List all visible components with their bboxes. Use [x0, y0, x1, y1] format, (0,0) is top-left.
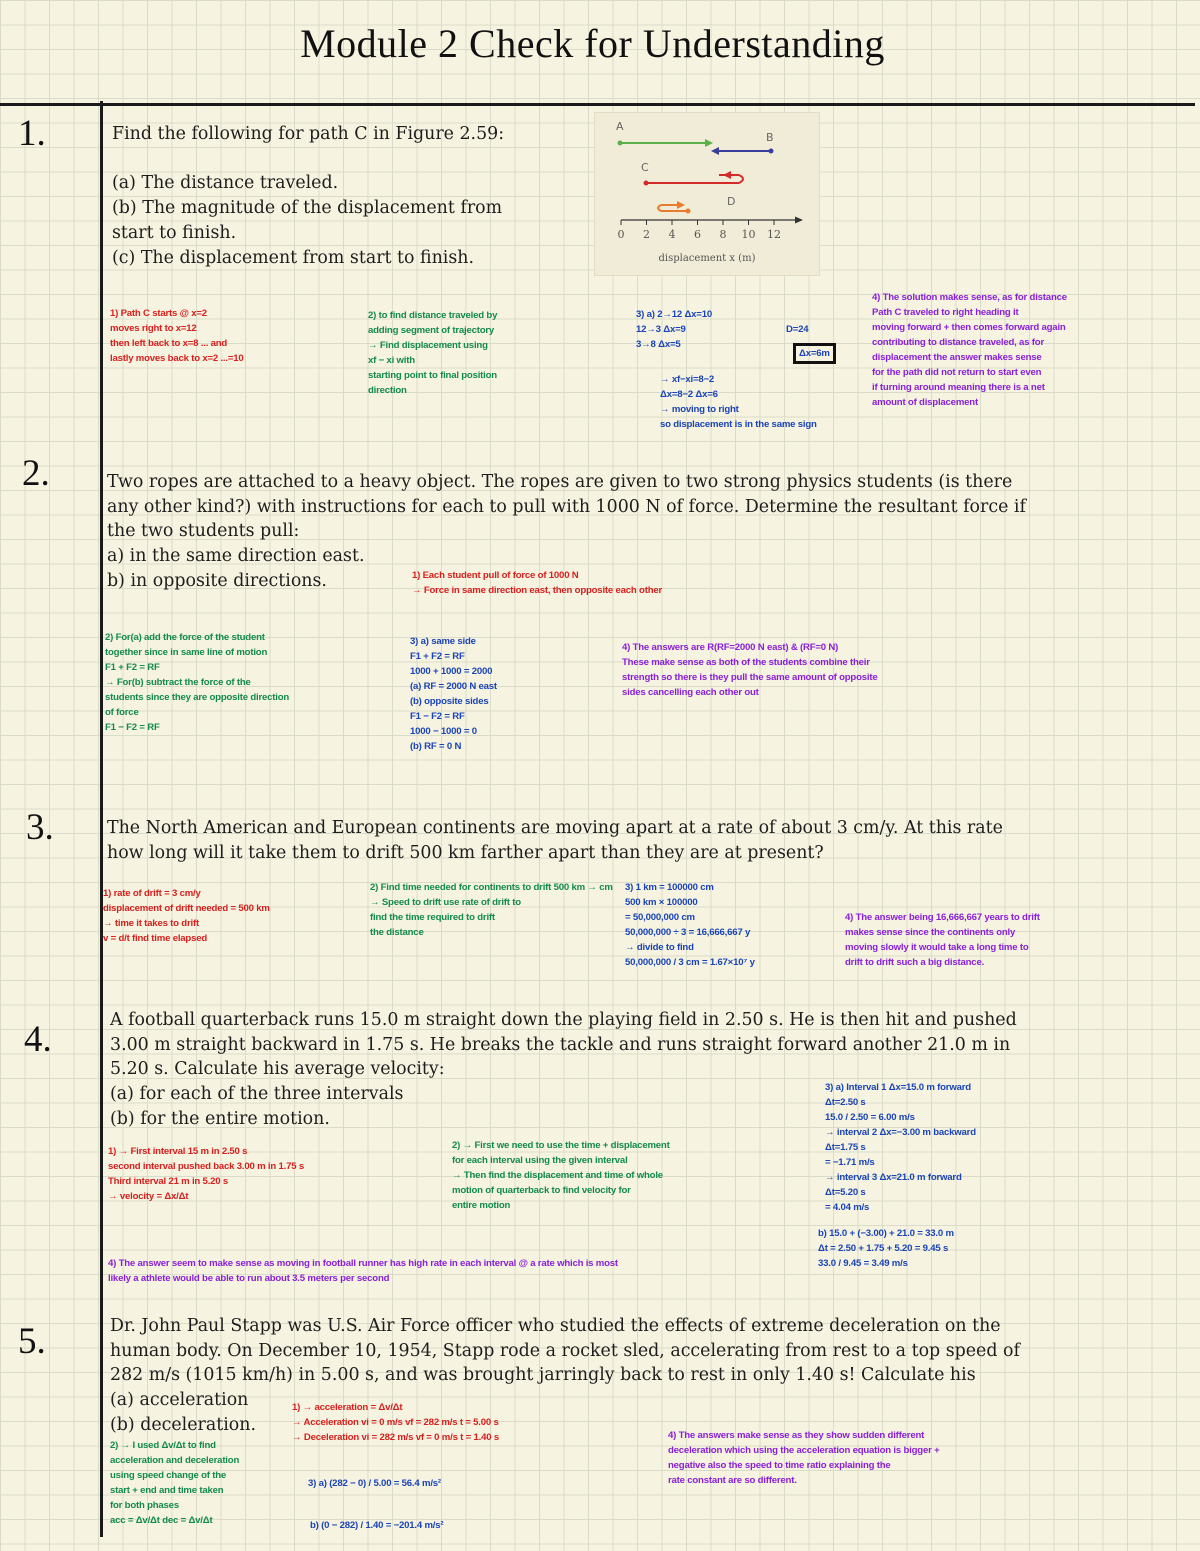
axis-tick-label: 0 — [617, 228, 625, 241]
q4-note-step2: 2) → First we need to use the time + displacement for each interval using the given interval → Then find the displacement and time of whole motion of quarterback to find velocity for entire motion — [452, 1140, 670, 1211]
q3-note-step3: 3) 1 km = 100000 cm 500 km × 100000 = 50,000,000 cm 50,000,000 ÷ 3 = 16,666,667 y → divide to find 50,000,000 / 3 cm = 1.67×10⁷ y — [625, 882, 755, 968]
axis-tick-label: 2 — [643, 228, 650, 241]
axis-arrow — [795, 217, 803, 224]
q5-note-step1: 1) → acceleration = Δv/Δt → Acceleration vi = 0 m/s vf = 282 m/s t = 5.00 s → Deceleration vi = 282 m/s vf = 0 m/s t = 1.40 s — [292, 1402, 499, 1443]
q4-note-step1: 1) → First interval 15 m in 2.50 s second interval pushed back 3.00 m in 1.75 s Third interval 21 m in 5.20 s → velocity = Δx/Δt — [108, 1146, 304, 1202]
q1-note-step3-cont: → xf−xi=8−2 Δx=8−2 Δx=6 → moving to right so displacement is in the same sign — [660, 374, 817, 430]
axis-label: displacement x (m) — [658, 253, 756, 264]
question-4-number: 4. — [24, 1019, 52, 1060]
q1-note-step4: 4) The solution makes sense, as for distance Path C traveled to right heading it moving forward + then comes forward again contributing to distance traveled, as for displacement the answer makes sense for the path did not return to start even if turning around meaning there is a net amount of displacement — [872, 292, 1067, 408]
path-a-label: A — [616, 120, 624, 133]
path-d-turn — [658, 205, 661, 211]
q3-note-step1: 1) rate of drift = 3 cm/y displacement of drift needed = 500 km → time it takes to drift v = d/t find time elapsed — [103, 888, 270, 944]
q3-note-step4: 4) The answer being 16,666,667 years to drift makes sense since the continents only moving slowly it would take a long time to drift to drift such a big distance. — [845, 912, 1040, 968]
path-c-turn — [739, 175, 743, 183]
axis-tick-label: 6 — [694, 228, 701, 241]
path-b-label: B — [766, 131, 774, 144]
displacement-figure — [595, 113, 819, 275]
question-3-text: The North American and European continents are moving apart at a rate of about 3 cm/y. At this rate how long will it take them to drift 500 km farther apart than they are at present? — [107, 818, 1003, 863]
q2-note-step3: 3) a) same side F1 + F2 = RF 1000 + 1000 = 2000 (a) RF = 2000 N east (b) opposite sides F1 − F2 = RF 1000 − 1000 = 0 (b) RF = 0 N — [410, 636, 497, 752]
axis-ticks — [618, 220, 782, 241]
header-rule — [0, 103, 1195, 106]
path-d-line — [661, 205, 688, 211]
q5-note-step4: 4) The answers make sense as they show sudden different deceleration which using the acceleration equation is bigger + negative also the speed to time ratio explaining the rate constant are so different. — [668, 1430, 940, 1486]
q2-note-step4: 4) The answers are R(RF=2000 N east) & (RF=0 N) These make sense as both of the students combine their strength so there is they pull the same amount of opposite sides cancelling each other out — [622, 642, 878, 698]
q4-note-step3b: b) 15.0 + (−3.00) + 21.0 = 33.0 m Δt = 2.50 + 1.75 + 5.20 = 9.45 s 33.0 / 9.45 = 3.49 m/s — [818, 1228, 954, 1269]
axis-tick-label: 8 — [719, 228, 727, 241]
path-a-arrow — [705, 139, 713, 147]
q1-note-step3: 3) a) 2→12 Δx=10 12→3 Δx=9 3→8 Δx=5 — [636, 309, 712, 350]
margin-rule — [100, 101, 103, 1537]
q1-answer-box: Δx=6m — [793, 343, 836, 364]
question-5-number: 5. — [18, 1321, 46, 1362]
q5-note-step3b: b) (0 − 282) / 1.40 = −201.4 m/s² — [310, 1520, 444, 1531]
q2-note-step2: 2) For(a) add the force of the student together since in same line of motion F1 + F2 = RF → For(b) subtract the force of the students since they are opposite direction of force F1 − F2 = RF — [105, 632, 290, 733]
q1-note-step2: 2) to find distance traveled by adding segment of trajectory → Find displacement using xf − xi with starting point to final position direction — [368, 310, 498, 396]
question-4-text: A football quarterback runs 15.0 m straight down the playing field in 2.50 s. He is then hit and pushed 3.00 m straight backward in 1.75 s. He breaks the tackle and runs straight forward another 21.0 m in 5.20 s. Calculate his average velocity: (a) for each of the three intervals (b) for the entire motion. — [110, 1010, 1017, 1129]
q3-note-step2: 2) Find time needed for continents to drift 500 km → cm → Speed to drift use rate of drift to find the time required to drift the distance — [370, 882, 613, 938]
path-c-line — [646, 175, 739, 183]
figure-2-59 — [594, 112, 820, 276]
q5-note-step3a: 3) a) (282 − 0) / 5.00 = 56.4 m/s² — [308, 1478, 441, 1489]
question-3-number: 3. — [26, 807, 54, 848]
q4-note-step4: 4) The answer seem to make sense as moving in football runner has high rate in each interval @ a rate which is most likely a athlete would be able to run about 3.5 meters per second — [108, 1258, 618, 1284]
q5-note-step2: 2) → I used Δv/Δt to find acceleration and deceleration using speed change of the start + end and time taken for both phases acc = Δv/Δt dec = Δv/Δt — [110, 1440, 240, 1526]
q4-note-step3a: 3) a) Interval 1 Δx=15.0 m forward Δt=2.50 s 15.0 / 2.50 = 6.00 m/s → interval 2 Δx=−3.00 m backward Δt=1.75 s = −1.71 m/s → interval 3 Δx=21.0 m forward Δt=5.20 s = 4.04 m/s — [825, 1082, 976, 1213]
q2-note-step1: 1) Each student pull of force of 1000 N → Force in same direction east, then opposite each other — [412, 570, 663, 596]
page-title: Module 2 Check for Understanding — [300, 21, 885, 66]
path-d-label: D — [727, 195, 736, 208]
path-c-arrow — [723, 171, 731, 179]
question-1-text: Find the following for path C in Figure 2.59: (a) The distance traveled. (b) The magnitude of the displacement from start to finish. (c) The displacement from start to finish. — [112, 124, 505, 268]
path-c-label: C — [641, 161, 649, 174]
q1-note-total-distance: D=24 — [786, 324, 809, 335]
axis-tick-label: 12 — [767, 228, 781, 241]
path-b-arrow — [711, 147, 719, 155]
q1-note-step1: 1) Path C starts @ x=2 moves right to x=12 then left back to x=8 ... and lastly moves back to x=2 ...=10 — [110, 308, 244, 364]
question-2-number: 2. — [22, 453, 50, 494]
question-1-number: 1. — [18, 113, 46, 154]
axis-tick-label: 10 — [741, 228, 756, 241]
question-2-text: Two ropes are attached to a heavy object. The ropes are given to two strong physics students (is there any other kind?) with instructions for each to pull with 1000 N of force. Determine the resultant force if the two students pull: a) in the same direction east. b) in opposite directions. — [107, 472, 1026, 591]
axis-tick-label: 4 — [668, 228, 676, 241]
question-5-text: Dr. John Paul Stapp was U.S. Air Force officer who studied the effects of extreme deceleration on the human body. On December 10, 1954, Stapp rode a rocket sled, accelerating from rest to a top speed of 282 m/s (1015 km/h) in 5.00 s, and was brought jarringly back to rest in only 1.40 s! Calculate his (a) acceleration (b) deceleration. — [110, 1316, 1020, 1435]
path-d-arrow — [677, 201, 685, 209]
